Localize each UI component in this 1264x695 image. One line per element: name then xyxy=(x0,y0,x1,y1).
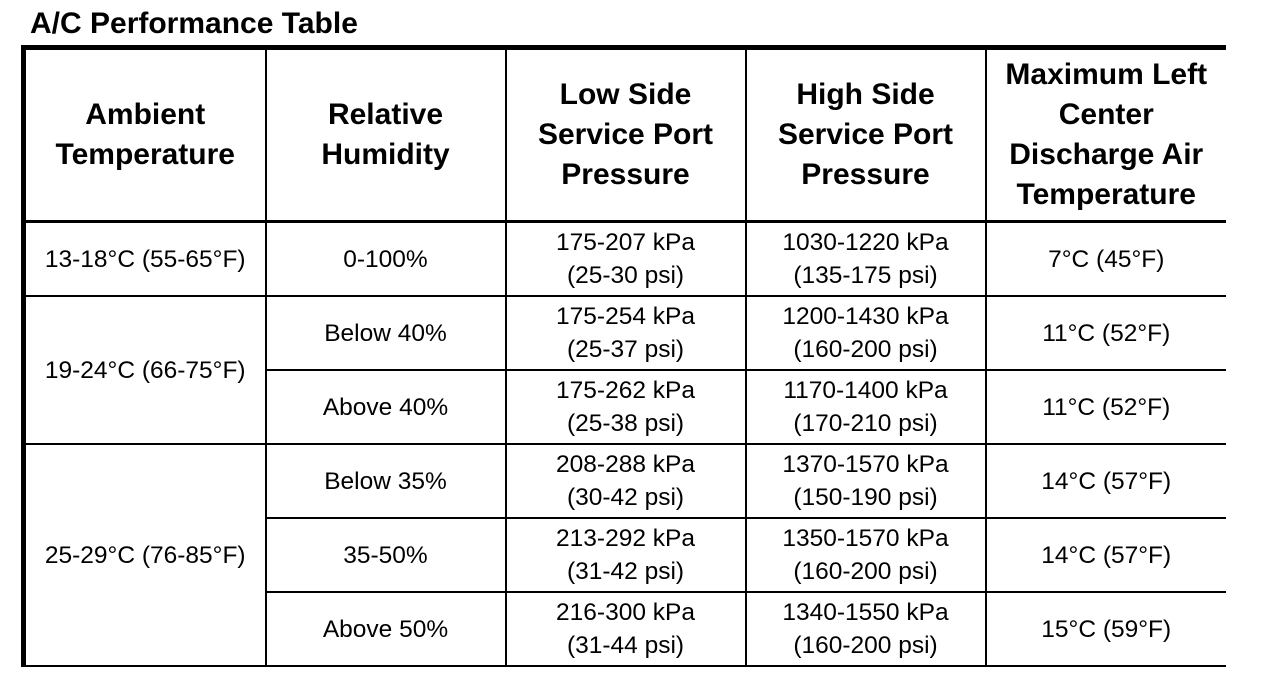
pressure-psi: (25-37 psi) xyxy=(566,336,685,363)
pressure-psi: (25-38 psi) xyxy=(566,410,685,437)
header-ambient-temperature xyxy=(24,48,266,222)
pressure-kpa: 1170-1400 kPa xyxy=(783,377,948,404)
pressure-psi: (160-200 psi) xyxy=(793,558,938,585)
header-line: Pressure xyxy=(801,158,930,191)
pressure-kpa: 175-262 kPa xyxy=(556,377,695,404)
low-side-pressure-cell xyxy=(506,222,746,297)
table-header-row xyxy=(24,48,1227,222)
ambient-temperature-cell: 13-18°C (55-65°F) xyxy=(24,222,266,297)
low-side-pressure-cell xyxy=(506,592,746,666)
table-row xyxy=(24,444,1227,518)
header-line: Temperature xyxy=(55,138,235,171)
performance-table-container xyxy=(21,45,1226,695)
discharge-temperature-cell: 14°C (57°F) xyxy=(986,444,1227,518)
low-side-pressure-cell xyxy=(506,444,746,518)
table-row xyxy=(24,296,1227,370)
pressure-kpa: 175-254 kPa xyxy=(556,303,695,330)
header-line: High Side xyxy=(796,78,935,111)
header-line: Discharge Air xyxy=(1009,138,1204,171)
ambient-temperature-cell: 25-29°C (76-85°F) xyxy=(24,444,266,666)
relative-humidity-cell: Below 35% xyxy=(266,444,506,518)
relative-humidity-cell: Below 40% xyxy=(266,296,506,370)
pressure-psi: (160-200 psi) xyxy=(793,632,938,659)
header-line: Service Port xyxy=(777,118,954,151)
header-line: Humidity xyxy=(321,138,450,171)
header-low-side-pressure xyxy=(506,48,746,222)
discharge-temperature-cell: 15°C (59°F) xyxy=(986,592,1227,666)
header-discharge-air-temperature xyxy=(986,48,1227,222)
relative-humidity-cell: 35-50% xyxy=(266,518,506,592)
relative-humidity-cell: 0-100% xyxy=(266,222,506,297)
header-line: Temperature xyxy=(1016,178,1196,211)
relative-humidity-cell: Above 50% xyxy=(266,592,506,666)
discharge-temperature-cell: 11°C (52°F) xyxy=(986,296,1227,370)
pressure-kpa: 1350-1570 kPa xyxy=(782,525,949,552)
header-line: Relative xyxy=(327,98,444,131)
discharge-temperature-cell: 7°C (45°F) xyxy=(986,222,1227,297)
performance-table xyxy=(21,45,1226,667)
header-line: Center xyxy=(1058,98,1154,131)
header-high-side-pressure xyxy=(746,48,986,222)
pressure-kpa: 1030-1220 kPa xyxy=(782,229,949,256)
header-line: Low Side xyxy=(559,78,692,111)
pressure-kpa: 1370-1570 kPa xyxy=(782,451,949,478)
page-title: A/C Performance Table xyxy=(30,7,358,40)
pressure-psi: (31-44 psi) xyxy=(566,632,685,659)
pressure-kpa: 213-292 kPa xyxy=(556,525,695,552)
pressure-kpa: 208-288 kPa xyxy=(556,451,695,478)
header-line: Pressure xyxy=(561,158,690,191)
discharge-temperature-cell: 14°C (57°F) xyxy=(986,518,1227,592)
pressure-psi: (135-175 psi) xyxy=(793,262,938,289)
pressure-psi: (160-200 psi) xyxy=(793,336,938,363)
pressure-psi: (31-42 psi) xyxy=(566,558,685,585)
pressure-kpa: 1200-1430 kPa xyxy=(782,303,949,330)
pressure-psi: (30-42 psi) xyxy=(566,484,685,511)
header-line: Ambient xyxy=(85,98,206,131)
high-side-pressure-cell xyxy=(746,592,986,666)
pressure-kpa: 1340-1550 kPa xyxy=(782,599,949,626)
pressure-kpa: 175-207 kPa xyxy=(556,229,695,256)
relative-humidity-cell: Above 40% xyxy=(266,370,506,444)
low-side-pressure-cell xyxy=(506,518,746,592)
low-side-pressure-cell xyxy=(506,296,746,370)
high-side-pressure-cell xyxy=(746,444,986,518)
header-relative-humidity xyxy=(266,48,506,222)
high-side-pressure-cell xyxy=(746,222,986,297)
header-line: Service Port xyxy=(537,118,714,151)
high-side-pressure-cell xyxy=(746,518,986,592)
header-line: Maximum Left xyxy=(1005,58,1208,91)
table-row xyxy=(24,222,1227,297)
pressure-kpa: 216-300 kPa xyxy=(556,599,695,626)
pressure-psi: (170-210 psi) xyxy=(793,410,938,437)
pressure-psi: (150-190 psi) xyxy=(793,484,938,511)
high-side-pressure-cell xyxy=(746,370,986,444)
low-side-pressure-cell xyxy=(506,370,746,444)
pressure-psi: (25-30 psi) xyxy=(566,262,685,289)
high-side-pressure-cell xyxy=(746,296,986,370)
discharge-temperature-cell: 11°C (52°F) xyxy=(986,370,1227,444)
ambient-temperature-cell: 19-24°C (66-75°F) xyxy=(24,296,266,444)
